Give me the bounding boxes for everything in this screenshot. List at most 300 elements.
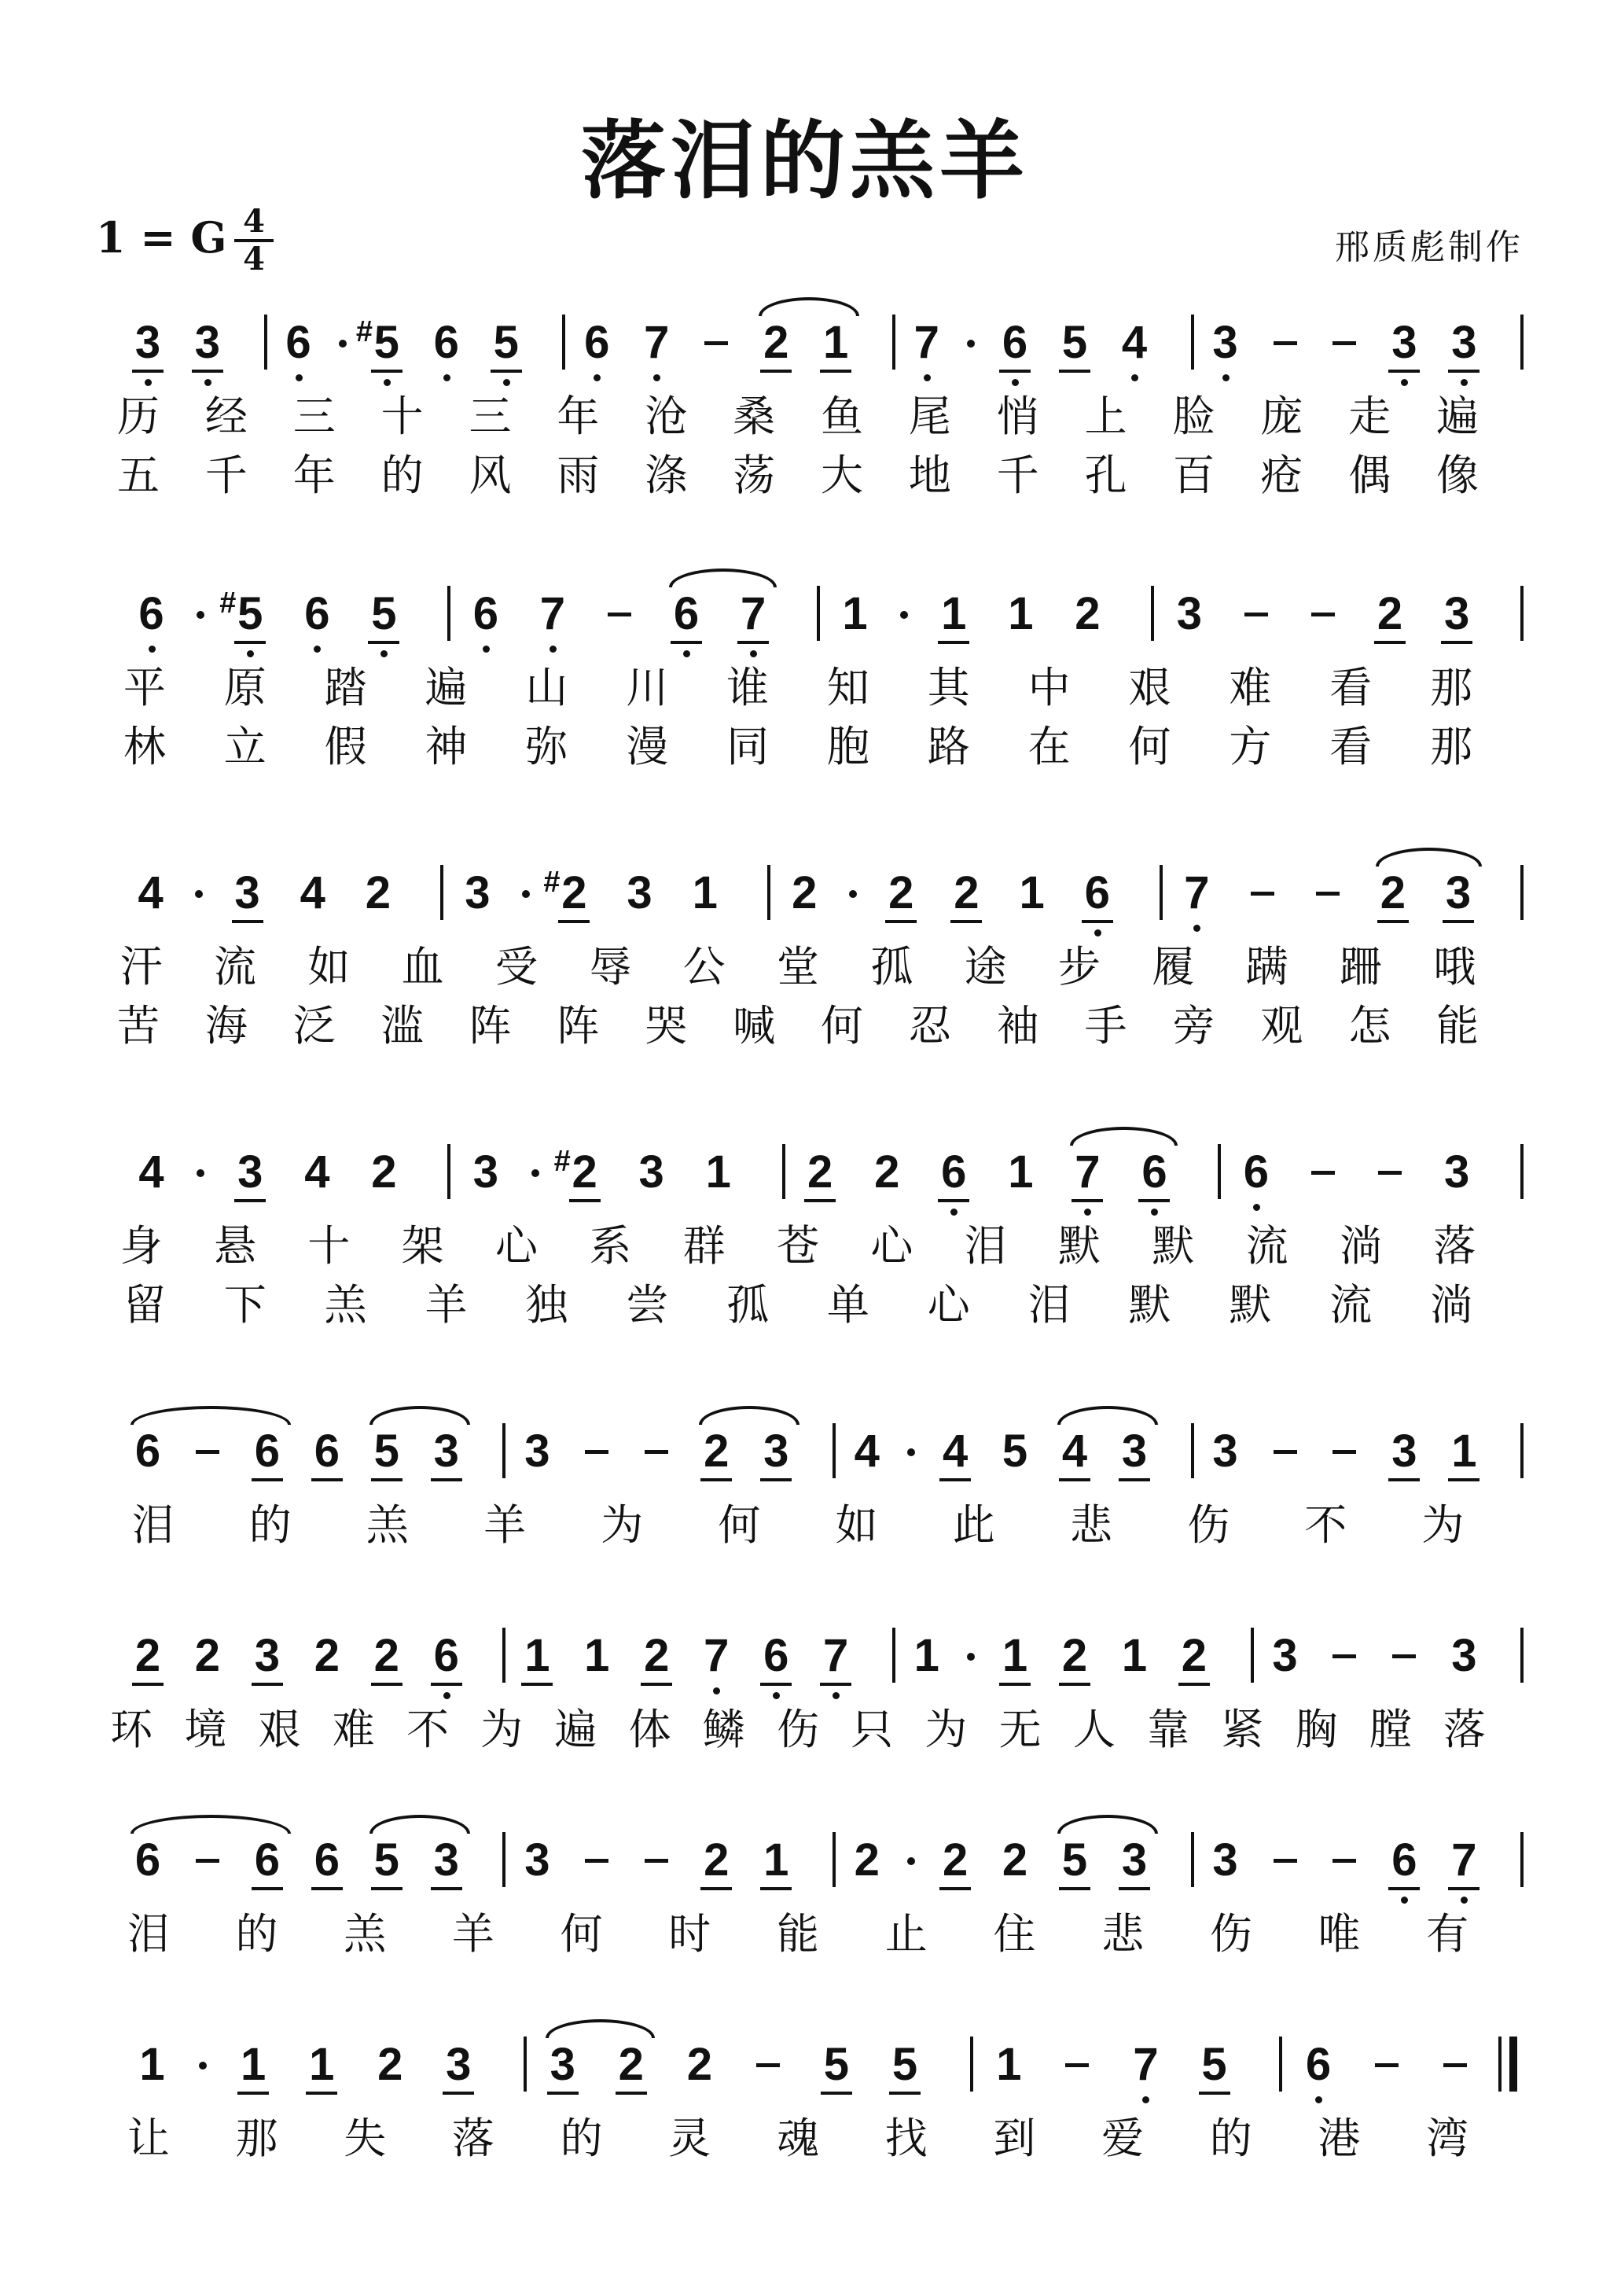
low-octave-dot (594, 374, 601, 381)
note: 3 (446, 2039, 472, 2090)
underline-beam (1199, 2092, 1230, 2095)
lyric-char: 羔 (366, 1500, 409, 1550)
underline-beam (1119, 1478, 1150, 1481)
augmentation-dot (197, 1169, 204, 1177)
lyric-char: 的 (235, 1909, 278, 1959)
note: 6 (134, 1426, 161, 1477)
music-system (0, 865, 1610, 1124)
underline-beam (431, 1478, 462, 1481)
underline-beam (885, 920, 917, 923)
barline (817, 586, 820, 641)
note: 1 (584, 1630, 610, 1681)
sustain-dash (1332, 341, 1356, 345)
underline-beam (192, 370, 223, 373)
lyric-char: 十 (380, 392, 424, 441)
barline (1520, 1423, 1524, 1478)
low-octave-dot (1094, 929, 1101, 936)
sustain-dash (1392, 1654, 1416, 1658)
sustain-dash (1065, 2063, 1089, 2067)
lyric-char: 泪 (964, 1221, 1007, 1271)
low-octave-dot (713, 1687, 720, 1694)
lyric-char: 孤 (870, 942, 913, 992)
lyric-char: 泛 (292, 1001, 336, 1050)
lyric-char: 人 (1072, 1705, 1116, 1754)
note: 7 (1075, 1146, 1101, 1198)
lyric-char: 千 (996, 451, 1039, 500)
augmentation-dot (531, 1169, 539, 1177)
note: 3 (433, 1426, 459, 1477)
lyric-char: 阵 (469, 1001, 512, 1050)
note: 3 (763, 1426, 789, 1477)
note: 6 (673, 588, 700, 639)
note: 3 (1391, 317, 1417, 368)
note: 2 (644, 1630, 670, 1681)
lyric-char: 默 (1229, 1280, 1272, 1330)
low-octave-dot (653, 374, 660, 381)
lyric-char: 尾 (908, 392, 951, 441)
lyric-char: 千 (204, 451, 248, 500)
note: 6 (314, 1426, 340, 1477)
augmentation-dot (195, 890, 203, 898)
note: 1 (1019, 867, 1045, 918)
note: 6 (433, 317, 459, 368)
sustain-dash (1274, 1859, 1297, 1863)
final-barline (1509, 2037, 1517, 2092)
sustain-dash (1274, 341, 1297, 345)
lyric-char: 胸 (1295, 1705, 1338, 1754)
note: 6 (1084, 867, 1110, 918)
lyric-char: 其 (927, 663, 970, 712)
lyric-char: 此 (952, 1500, 995, 1550)
lyric-char: 荡 (733, 451, 776, 500)
underline-beam (1388, 370, 1420, 373)
note: 5 (891, 2039, 918, 2090)
note: 3 (1451, 1630, 1477, 1681)
tie-slur (1057, 1406, 1158, 1425)
note: 3 (134, 317, 161, 368)
lyric-char: 百 (1172, 451, 1215, 500)
note: 3 (627, 867, 652, 918)
note: 5 (823, 2039, 850, 2090)
lyric-char: 苦 (116, 1001, 160, 1050)
final-barline (1498, 2037, 1502, 2092)
underline-beam (1448, 1887, 1480, 1890)
note: 5 (373, 1426, 399, 1477)
lyric-char: 单 (826, 1280, 869, 1330)
note: 3 (1121, 1834, 1148, 1886)
lyric-char: 体 (628, 1705, 671, 1754)
lyric-char: 落 (1433, 1221, 1476, 1271)
low-octave-dot (1253, 1204, 1260, 1211)
lyric-char: 年 (292, 451, 336, 500)
sustain-dash (1244, 613, 1268, 616)
sustain-dash (645, 1450, 668, 1454)
lyric-char: 艰 (1128, 663, 1171, 712)
barline (1520, 1144, 1524, 1199)
lyric-char: 雨 (557, 451, 600, 500)
barline (1191, 1423, 1194, 1478)
augmentation-dot (522, 890, 530, 898)
note: 4 (304, 1146, 330, 1198)
lyric-char: 神 (425, 722, 468, 771)
low-octave-dot (950, 1209, 958, 1216)
barline (1218, 1144, 1221, 1199)
note: 6 (254, 1834, 281, 1886)
sustain-dash (1378, 1171, 1402, 1175)
lyric-char: 蹒 (1245, 942, 1288, 992)
time-signature-top: 4 (243, 203, 265, 240)
note: 4 (942, 1426, 969, 1477)
low-octave-dot (1131, 374, 1138, 381)
underline-beam (1388, 1478, 1420, 1481)
sustain-dash (1311, 613, 1335, 616)
lyric-char: 淌 (1340, 1221, 1382, 1271)
underline-beam (252, 1683, 283, 1686)
underline-beam (443, 2092, 474, 2095)
underline-beam (234, 641, 266, 644)
lyric-char: 让 (127, 2114, 170, 2163)
augmentation-dot (900, 611, 908, 619)
augmentation-dot (849, 890, 857, 898)
note: 7 (1133, 2039, 1159, 2090)
low-octave-dot (1012, 379, 1019, 386)
sustain-dash (1316, 892, 1340, 896)
note: 2 (704, 1834, 730, 1886)
music-system (0, 1144, 1610, 1404)
lyric-char: 看 (1329, 663, 1373, 712)
lyric-char: 下 (223, 1280, 266, 1330)
underline-beam (760, 1887, 792, 1890)
lyric-char: 默 (1058, 1221, 1101, 1271)
note: 1 (842, 588, 868, 639)
lyric-char: 悲 (1069, 1500, 1112, 1550)
sustain-dash (1251, 892, 1274, 896)
note: 1 (692, 867, 718, 918)
lyric-char: 留 (123, 1280, 166, 1330)
note: 2 (763, 317, 789, 368)
barline (1520, 1832, 1524, 1887)
lyric-char: 旁 (1172, 1001, 1215, 1050)
sustain-dash (196, 1859, 219, 1863)
lyric-char: 为 (601, 1500, 644, 1550)
note: 3 (234, 867, 260, 918)
low-octave-dot (833, 1692, 840, 1699)
low-octave-dot (296, 374, 303, 381)
note: 2 (686, 2039, 712, 2090)
barline (1251, 1628, 1254, 1683)
lyric-char: 羔 (324, 1280, 367, 1330)
note: 2 (194, 1630, 221, 1681)
lyric-char: 辱 (589, 942, 632, 992)
barline (1151, 586, 1154, 641)
underline-beam (950, 920, 982, 923)
note: 7 (704, 1630, 730, 1681)
barline (782, 1144, 785, 1199)
time-signature-bottom: 4 (243, 241, 265, 278)
lyric-char: 喊 (733, 1001, 776, 1050)
lyric-char: 忍 (908, 1001, 951, 1050)
lyric-char: 为 (480, 1705, 524, 1754)
underline-beam (999, 1683, 1031, 1686)
lyric-char: 心 (870, 1221, 913, 1271)
note: 5 (371, 588, 397, 639)
low-octave-dot (380, 650, 388, 657)
low-octave-dot (773, 1692, 780, 1699)
sustain-dash (608, 613, 631, 616)
lyric-char: 遍 (554, 1705, 597, 1754)
lyric-char: 遍 (425, 663, 468, 712)
lyric-char: 看 (1329, 722, 1373, 771)
note: 1 (1008, 1146, 1034, 1198)
barline (1279, 2037, 1282, 2092)
low-octave-dot (443, 1692, 450, 1699)
note: 7 (823, 1630, 849, 1681)
underline-beam (1178, 1683, 1210, 1686)
low-octave-dot (1401, 1897, 1408, 1904)
note: 3 (254, 1630, 281, 1681)
lyric-char: 的 (560, 2114, 603, 2163)
lyric-char: 灵 (668, 2114, 711, 2163)
note: 1 (524, 1630, 550, 1681)
barline (502, 1832, 505, 1887)
underline-beam (821, 2092, 852, 2095)
barline (1520, 586, 1524, 641)
sustain-dash (1332, 1654, 1356, 1658)
barline (833, 1423, 836, 1478)
note: 2 (314, 1630, 340, 1681)
lyric-char: 魂 (777, 2114, 819, 2163)
lyric-char: 风 (469, 451, 512, 500)
lyric-char: 独 (525, 1280, 568, 1330)
note: 7 (539, 588, 566, 639)
note: 2 # (565, 1149, 605, 1196)
low-octave-dot (1401, 379, 1408, 386)
lyric-char: 为 (924, 1705, 968, 1754)
lyric-char: 止 (884, 1909, 928, 1959)
lyric-char: 山 (525, 663, 568, 712)
lyric-char: 心 (495, 1221, 538, 1271)
note: 3 (1445, 867, 1472, 918)
barline (1520, 315, 1524, 370)
lyric-char: 中 (1027, 663, 1071, 712)
note: 1 (1002, 1630, 1028, 1681)
note: 2 (792, 867, 818, 918)
lyric-char: 遍 (1436, 392, 1480, 441)
underline-beam (1374, 641, 1406, 644)
lyric-char: 港 (1318, 2114, 1361, 2163)
credit-text: 邢质彪制作 (1335, 227, 1524, 267)
note: 1 (1121, 1630, 1148, 1681)
note: 6 (1141, 1146, 1167, 1198)
lyric-char: 疮 (1260, 451, 1303, 500)
note: 2 (1075, 588, 1101, 639)
lyric-char: 步 (1058, 942, 1101, 992)
underline-beam (760, 1478, 792, 1481)
lyric-char: 谁 (726, 663, 770, 712)
note: 2 (1181, 1630, 1208, 1681)
lyric-char: 系 (589, 1221, 632, 1271)
note: 5 (1061, 317, 1088, 368)
underline-beam (1059, 1887, 1090, 1890)
lyric-char: 身 (119, 1221, 163, 1271)
lyric-char: 立 (223, 722, 266, 771)
lyric-char: 鳞 (702, 1705, 745, 1754)
lyric-char: 难 (332, 1705, 375, 1754)
underline-beam (1082, 920, 1113, 923)
low-octave-dot (924, 374, 931, 381)
lyric-char: 落 (1443, 1705, 1486, 1754)
low-octave-dot (443, 374, 450, 381)
underline-beam (1071, 1199, 1103, 1202)
lyric-char: 庞 (1260, 392, 1303, 441)
note: 1 (913, 1630, 939, 1681)
low-octave-dot (204, 379, 211, 386)
lyric-char: 大 (820, 451, 863, 500)
low-octave-dot (1193, 925, 1200, 932)
underline-beam (1119, 1887, 1150, 1890)
lyric-char: 地 (908, 451, 951, 500)
sustain-dash (1332, 1859, 1356, 1863)
lyric-char: 受 (495, 942, 538, 992)
note: 5 # (230, 591, 270, 638)
lyric-char: 途 (964, 942, 1007, 992)
barline (502, 1628, 505, 1683)
note: 1 (1451, 1426, 1477, 1477)
sharp-accidental: # (219, 587, 237, 620)
underline-beam (820, 1683, 851, 1686)
underline-beam (371, 1887, 402, 1890)
underline-beam (368, 641, 399, 644)
lyric-char: 漫 (626, 722, 669, 771)
lyric-char: 五 (116, 451, 160, 500)
note: 6 (1305, 2039, 1332, 2090)
note: 3 (1451, 317, 1477, 368)
music-system (0, 2037, 1610, 2296)
underline-beam (889, 2092, 921, 2095)
lyric-char: 有 (1426, 1909, 1469, 1959)
tie-slur (1070, 1127, 1178, 1146)
low-octave-dot (1084, 1209, 1091, 1216)
lyric-char: 时 (668, 1909, 711, 1959)
note: 2 (1377, 588, 1403, 639)
lyric-char: 艰 (258, 1705, 301, 1754)
lyric-char: 林 (123, 722, 166, 771)
lyric-char: 何 (718, 1500, 761, 1550)
underline-beam (1138, 1199, 1170, 1202)
note: 1 (241, 2039, 266, 2090)
underline-beam (252, 1887, 283, 1890)
lyric-char: 经 (204, 392, 248, 441)
low-octave-dot (483, 646, 490, 653)
lyric-char: 落 (451, 2114, 494, 2163)
note: 2 (954, 867, 980, 918)
barline (447, 586, 450, 641)
lyric-char: 何 (560, 1909, 603, 1959)
lyric-char: 滥 (380, 1001, 424, 1050)
note: 1 (763, 1834, 789, 1886)
note: 2 (134, 1630, 161, 1681)
lyric-char: 鱼 (820, 392, 863, 441)
tie-slur (759, 297, 859, 316)
lyric-char: 弥 (525, 722, 568, 771)
barline (1520, 1628, 1524, 1683)
lyric-char: 的 (380, 451, 424, 500)
lyric-char: 伤 (1187, 1500, 1230, 1550)
note: 2 (888, 867, 914, 918)
underline-beam (939, 1887, 971, 1890)
note: 3 (1272, 1630, 1298, 1681)
underline-beam (820, 370, 851, 373)
underline-beam (641, 1683, 672, 1686)
note: 2 (942, 1834, 969, 1886)
lyric-char: 悄 (996, 392, 1039, 441)
note: 5 (493, 317, 519, 368)
lyric-char: 阵 (557, 1001, 600, 1050)
underline-beam (804, 1199, 836, 1202)
low-octave-dot (1222, 374, 1230, 381)
lyric-char: 难 (1229, 663, 1272, 712)
note: 3 (237, 1146, 263, 1198)
lyric-char: 群 (682, 1221, 726, 1271)
note: 6 (584, 317, 610, 368)
lyric-char: 桑 (733, 392, 776, 441)
sustain-dash (704, 341, 728, 345)
sustain-dash (1443, 2063, 1467, 2067)
low-octave-dot (145, 379, 152, 386)
lyric-char: 血 (401, 942, 444, 992)
lyric-char: 孔 (1084, 451, 1127, 500)
lyric-char: 环 (110, 1705, 153, 1754)
tie-slur (130, 1406, 291, 1425)
sustain-dash (585, 1450, 608, 1454)
lyric-char: 心 (927, 1280, 970, 1330)
note: 3 (638, 1146, 664, 1198)
underline-beam (700, 1887, 732, 1890)
lyric-char: 找 (884, 2114, 928, 2163)
underline-beam (547, 2092, 579, 2095)
lyric-char: 涤 (645, 451, 688, 500)
note: 1 (705, 1146, 731, 1198)
lyric-char: 平 (123, 663, 166, 712)
underline-beam (234, 1199, 266, 1202)
underline-beam (760, 370, 792, 373)
barline (833, 1832, 836, 1887)
note: 4 (1061, 1426, 1088, 1477)
note: 4 (300, 867, 325, 918)
lyric-char: 川 (626, 663, 669, 712)
note: 4 (138, 867, 164, 918)
underline-beam (569, 1199, 601, 1202)
lyric-char: 何 (820, 1001, 863, 1050)
lyric-char: 知 (826, 663, 869, 712)
underline-beam (558, 920, 590, 923)
sharp-accidental: # (553, 1145, 571, 1178)
note: 1 (996, 2039, 1022, 2090)
lyric-char: 湾 (1426, 2114, 1469, 2163)
note: 3 (194, 317, 221, 368)
augmentation-dot (199, 2062, 207, 2070)
lyric-char: 淌 (1430, 1280, 1473, 1330)
low-octave-dot (1142, 2096, 1149, 2103)
note: 3 (1443, 588, 1470, 639)
note: 4 (138, 1146, 164, 1198)
note: 3 (1212, 1834, 1238, 1886)
underline-beam (938, 641, 969, 644)
lyric-char: 假 (324, 722, 367, 771)
barline (1160, 865, 1163, 920)
sustain-dash (756, 2063, 780, 2067)
lyric-char: 只 (851, 1705, 894, 1754)
